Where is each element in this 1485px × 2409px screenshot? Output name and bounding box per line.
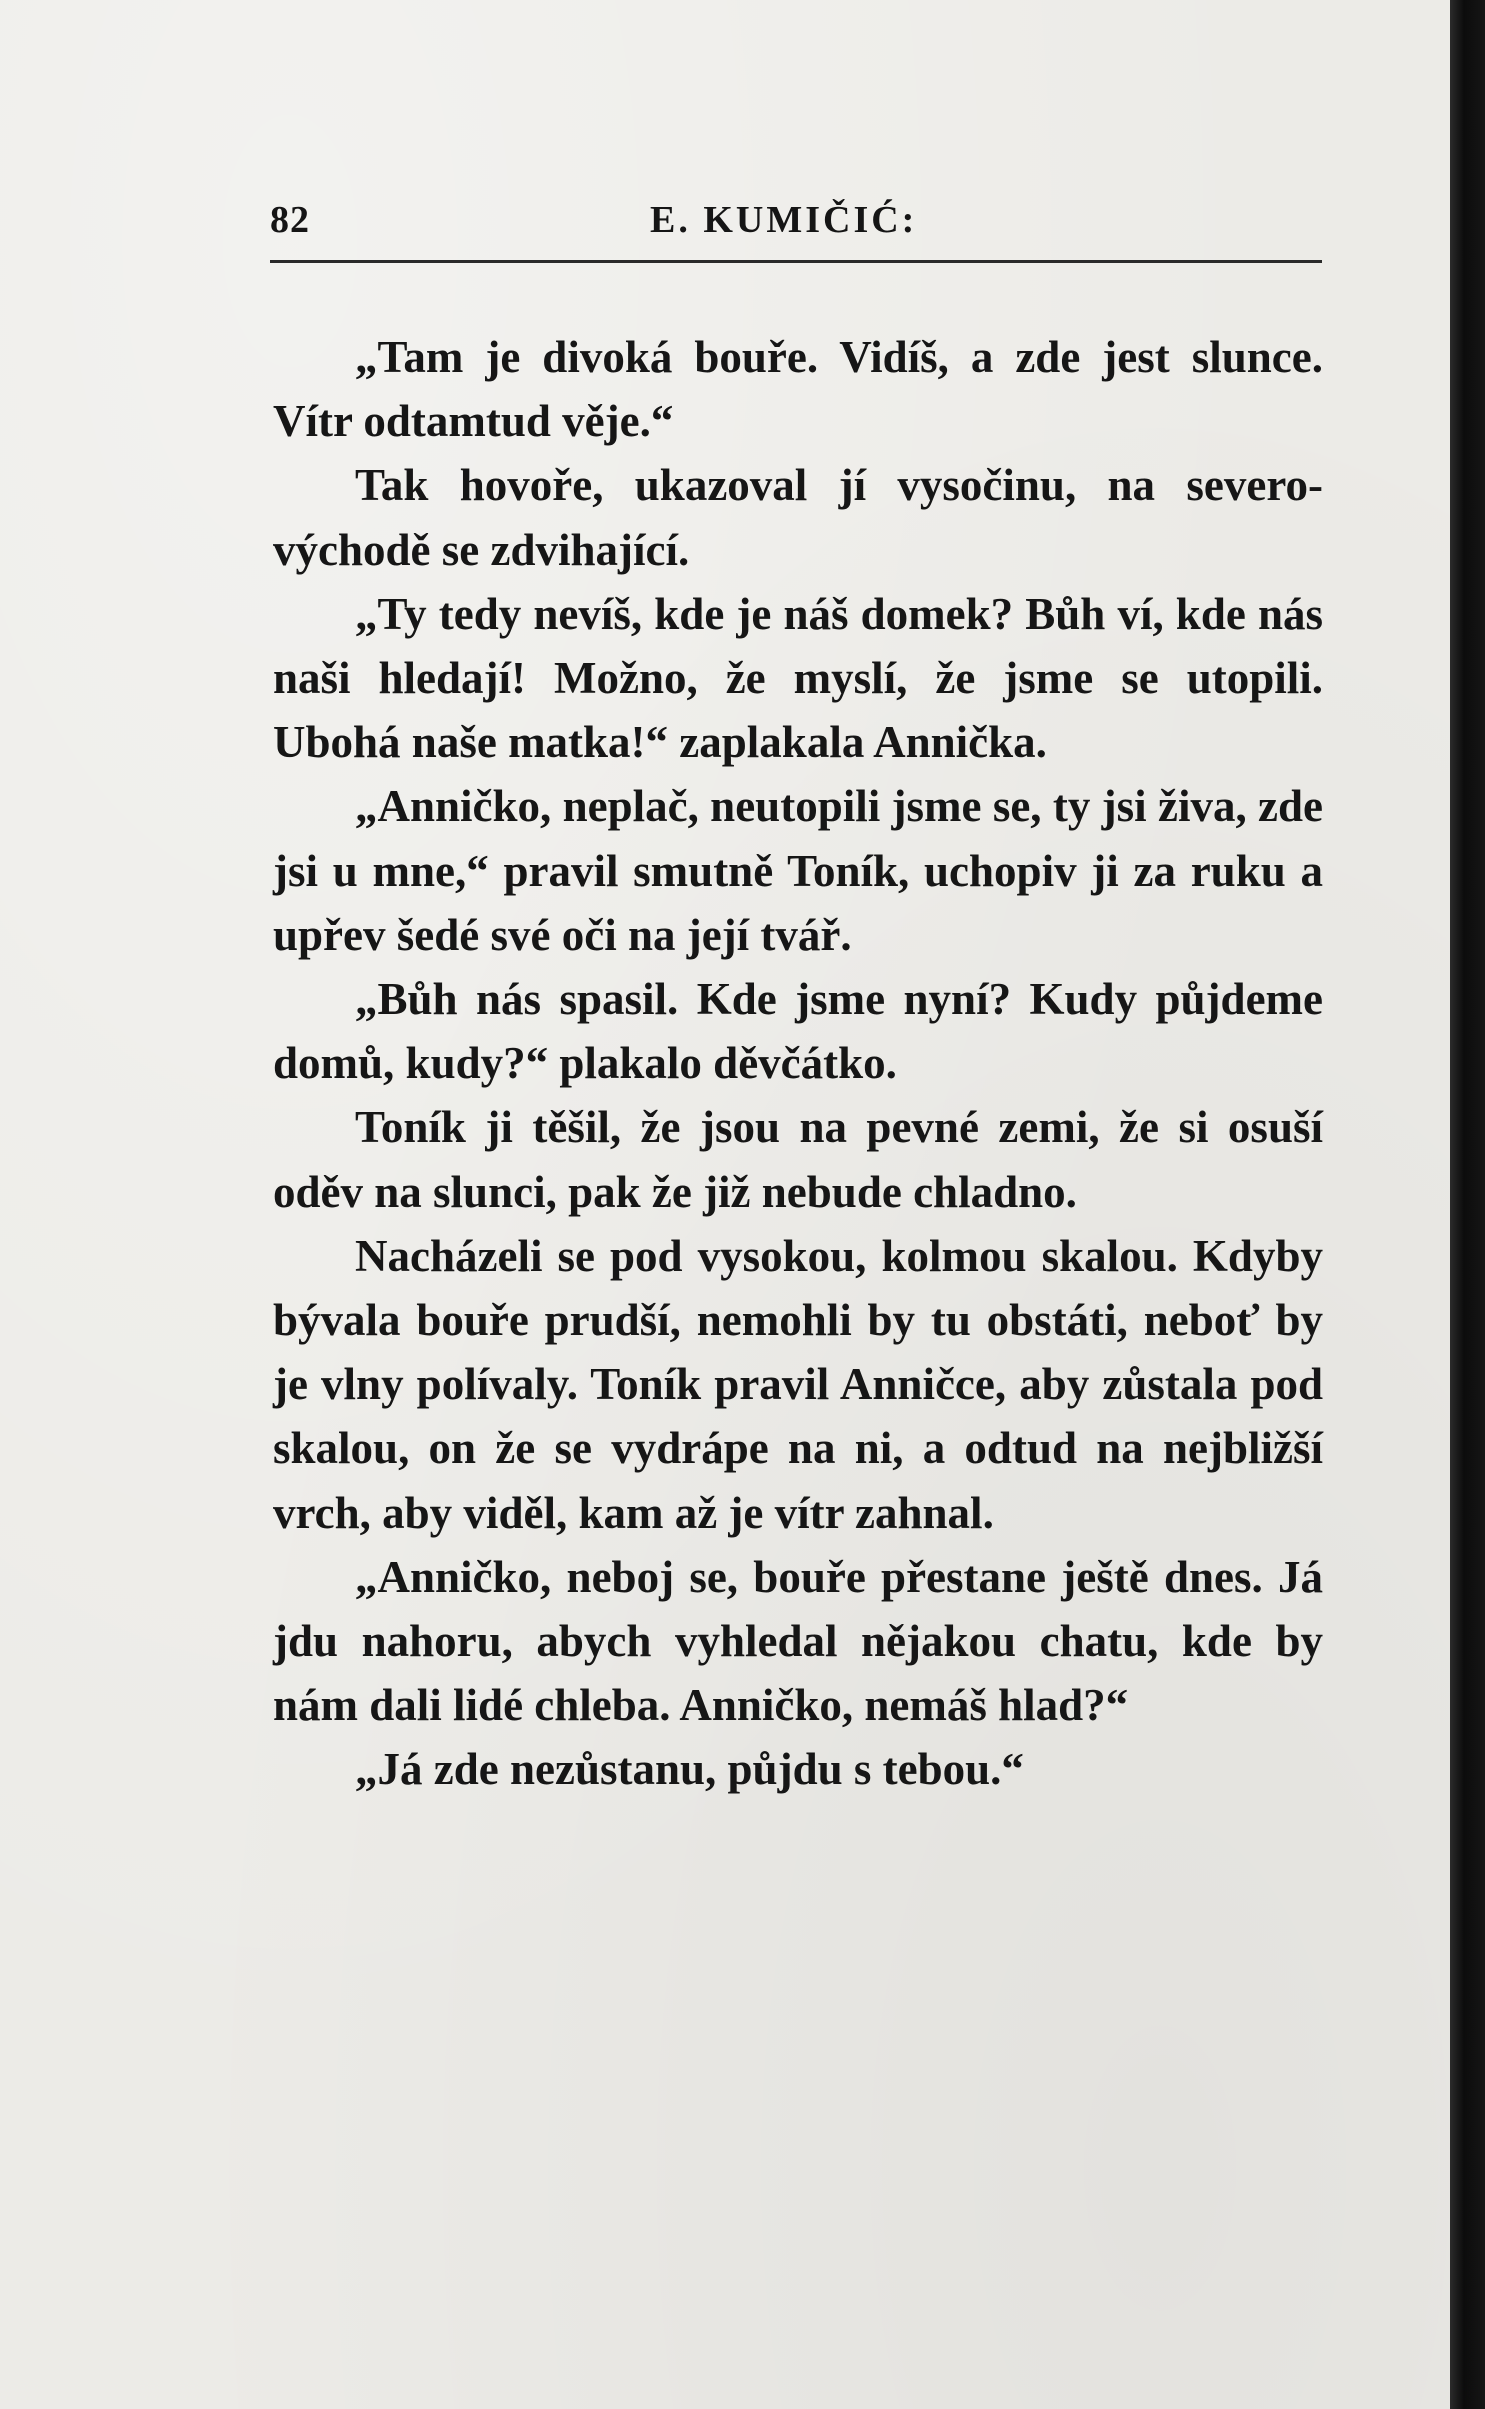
page-header <box>270 198 1320 258</box>
paragraph: „Tam je divoká bouře. Vidíš, a zde jest slunce. Vítr odtamtud věje.“ <box>273 332 1323 447</box>
paragraph: Toník ji těšil, že jsou na pevné zemi, že si osuší oděv na slunci, pak že již nebude chladno. <box>273 1102 1323 1217</box>
running-head: E. KUMIČIĆ: <box>650 199 918 241</box>
paragraph: „Ty tedy nevíš, kde je náš domek? Bůh ví, kde nás naši hledají! Možno, že myslí, že jsme se utopili. Ubohá naše matka!“ zaplakala Annička. <box>273 588 1323 768</box>
page-edge-shadow <box>1450 0 1485 2409</box>
paragraph: „Bůh nás spasil. Kde jsme nyní? Kudy půjdeme domů, kudy?“ plakalo děvčátko. <box>273 974 1323 1089</box>
paragraph: Tak hovoře, ukazoval jí vysočinu, na severovýchodě se zdvihající. <box>273 460 1323 575</box>
header-rule <box>270 260 1322 263</box>
paragraph: Nacházeli se pod vysokou, kolmou skalou. Kdyby bývala bouře prudší, nemohli by tu obstáti, neboť by je vlny polívaly. Toník pravil Anničce, aby zůstala pod skalou, on že se vydrápe na ni, a odtud na nejbližší vrch, aby viděl, kam až je vítr zahnal. <box>273 1230 1323 1538</box>
paragraph: „Anničko, neboj se, bouře přestane ještě dnes. Já jdu nahoru, abych vyhledal nějakou chatu, kde by nám dali lidé chleba. Anničko, nemáš hlad?“ <box>273 1551 1323 1731</box>
paragraph: „Anničko, neplač, neutopili jsme se, ty jsi živa, zde jsi u mne,“ pravil smutně Toník, uchopiv ji za ruku a upřev šedé své oči na její tvář. <box>273 781 1323 960</box>
page-number: 82 <box>270 199 310 241</box>
body-text <box>273 325 1323 1802</box>
paragraph: „Já zde nezůstanu, půjdu s tebou.“ <box>355 1744 1024 1795</box>
